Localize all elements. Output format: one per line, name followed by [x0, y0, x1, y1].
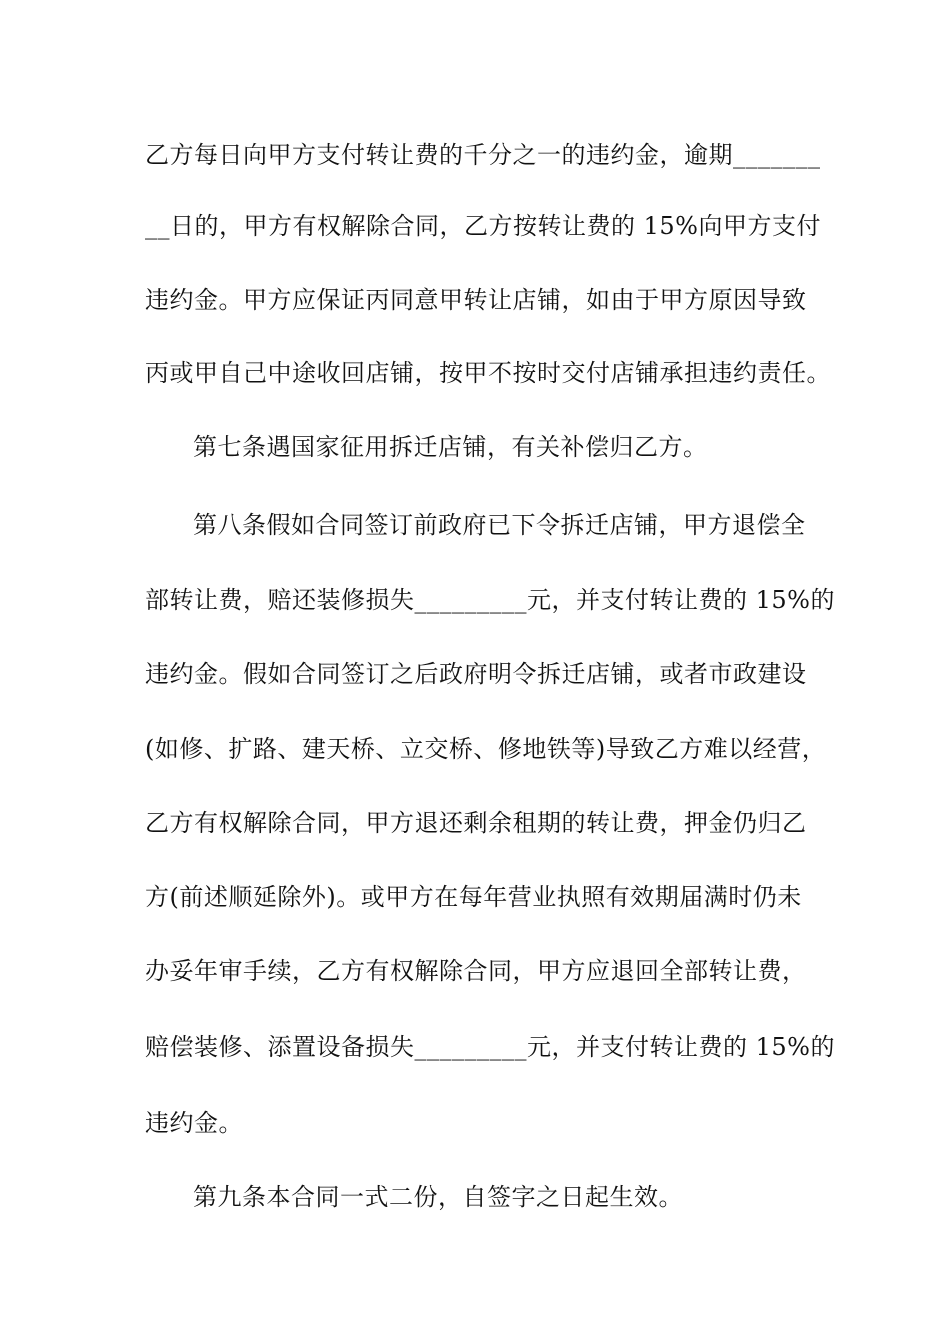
- text-line-3: 违约金。甲方应保证丙同意甲转让店铺，如由于甲方原因导致: [145, 286, 807, 314]
- article-8-line-8: 赔偿装修、添置设备损失_________元，并支付转让费的 15%的: [145, 1033, 835, 1061]
- text-line-2: __日的，甲方有权解除合同，乙方按转让费的 15%向甲方支付: [145, 212, 821, 240]
- article-8-line-7: 办妥年审手续，乙方有权解除合同，甲方应退回全部转让费，: [145, 957, 807, 985]
- article-8-line-5: 乙方有权解除合同，甲方退还剩余租期的转让费，押金仍归乙: [145, 809, 807, 837]
- article-7-line: 第七条遇国家征用拆迁店铺，有关补偿归乙方。: [193, 433, 708, 461]
- article-8-line-2: 部转让费，赔还装修损失_________元，并支付转让费的 15%的: [145, 586, 835, 614]
- text-line-1: 乙方每日向甲方支付转让费的千分之一的违约金，逾期_______: [145, 141, 821, 169]
- article-8-line-1: 第八条假如合同签订前政府已下令拆迁店铺，甲方退偿全: [193, 511, 806, 539]
- article-8-line-6: 方(前述顺延除外)。或甲方在每年营业执照有效期届满时仍未: [145, 883, 802, 911]
- article-8-line-4: (如修、扩路、建天桥、立交桥、修地铁等)导致乙方难以经营，: [145, 735, 827, 763]
- article-9-line: 第九条本合同一式二份，自签字之日起生效。: [193, 1183, 683, 1211]
- article-8-line-9: 违约金。: [145, 1109, 243, 1137]
- article-8-line-3: 违约金。假如合同签订之后政府明令拆迁店铺，或者市政建设: [145, 660, 807, 688]
- text-line-4: 丙或甲自己中途收回店铺，按甲不按时交付店铺承担违约责任。: [145, 359, 831, 387]
